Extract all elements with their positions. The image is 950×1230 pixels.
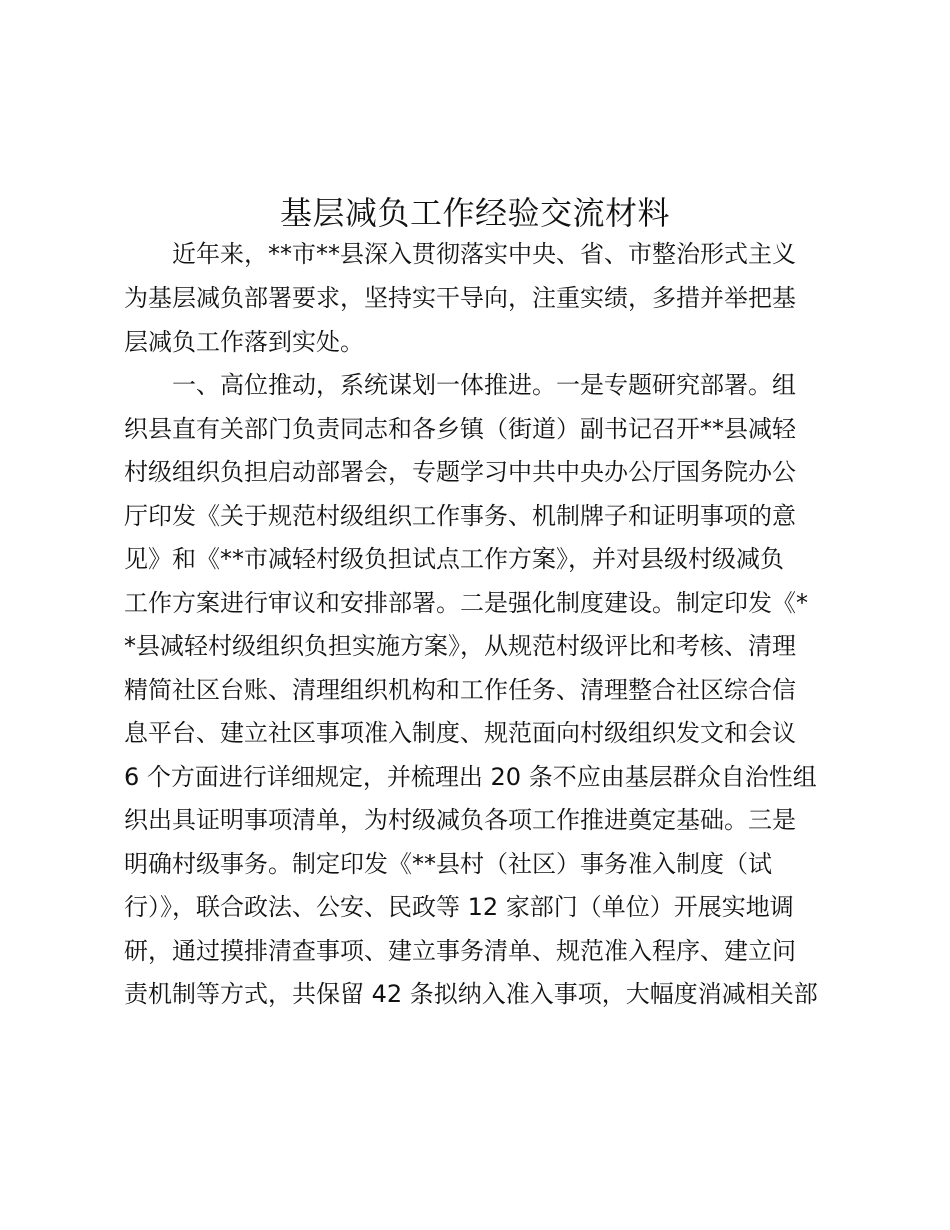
- text-line: 织县直有关部门负责同志和各乡镇（街道）副书记召开**县减轻: [124, 415, 796, 443]
- text-line: 息平台、建立社区事项准入制度、规范面向村级组织发文和会议: [124, 719, 796, 747]
- text-line: 层减负工作落到实处。: [124, 328, 364, 356]
- text-line: 村级组织负担启动部署会，专题学习中共中央办公厅国务院办公: [124, 458, 796, 486]
- document-title: 基层减负工作经验交流材料: [279, 194, 670, 233]
- text-line: 近年来，**市**县深入贯彻落实中央、省、市整治形式主义: [172, 240, 796, 268]
- text-line: 厅印发《关于规范村级组织工作事务、机制牌子和证明事项的意: [124, 502, 796, 530]
- text-line: 精简社区台账、清理组织机构和工作任务、清理整合社区综合信: [124, 676, 796, 704]
- text-line: 工作方案进行审议和安排部署。二是强化制度建设。制定印发《*: [124, 589, 808, 617]
- text-line: *县减轻村级组织负担实施方案》，从规范村级评比和考核、清理: [124, 632, 796, 660]
- text-line: 织出具证明事项清单，为村级减负各项工作推进奠定基础。三是: [124, 806, 796, 834]
- text-line: 行）》，联合政法、公安、民政等 12 家部门（单位）开展实地调: [124, 893, 794, 921]
- text-line: 为基层减负部署要求，坚持实干导向，注重实绩，多措并举把基: [124, 284, 796, 312]
- text-line: 见》和《**市减轻村级负担试点工作方案》，并对县级村级减负: [124, 545, 784, 573]
- text-line: 一、高位推动，系统谋划一体推进。一是专题研究部署。组: [172, 371, 796, 399]
- text-line: 责机制等方式，共保留 42 条拟纳入准入事项，大幅度消减相关部: [124, 980, 818, 1008]
- text-line: 研，通过摸排清查事项、建立事务清单、规范准入程序、建立问: [124, 937, 796, 965]
- text-line: 明确村级事务。制定印发《**县村（社区）事务准入制度（试: [124, 850, 772, 878]
- text-line: 6 个方面进行详细规定，并梳理出 20 条不应由基层群众自治性组: [124, 763, 817, 791]
